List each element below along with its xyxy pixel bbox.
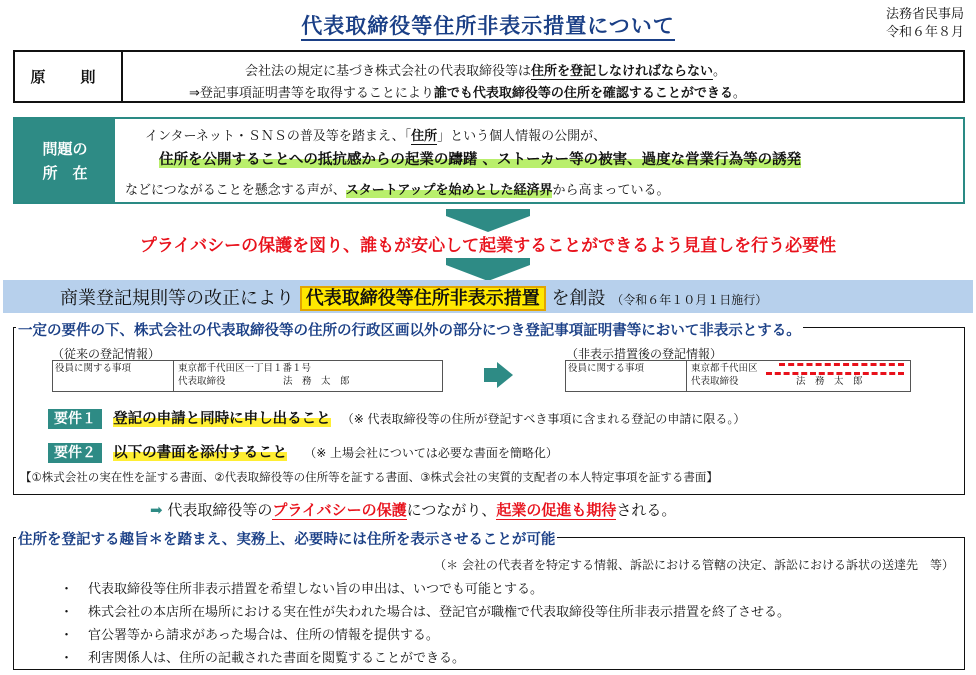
banner-text: 商業登記規則等の改正により 代表取締役等住所非表示措置 を創設 （令和６年１０月１日施行） xyxy=(60,288,768,309)
requirement-2-note: （※ 上場会社については必要な書面を簡略化） xyxy=(304,446,558,460)
arrow-right-head-icon xyxy=(497,362,513,388)
list-item: ・ 官公署等から請求があった場合は、住所の情報を提供する。 xyxy=(60,628,439,643)
page-title: 代表取締役等住所非表示措置について xyxy=(0,10,976,40)
before-label: （従来の登記情報） xyxy=(52,347,161,361)
issuer-org: 法務省民事局 xyxy=(885,7,964,22)
problem-box xyxy=(13,117,965,204)
hidden-address-mark xyxy=(766,372,904,375)
after-registry-table: 役員に関する事項 東京都千代田区 代表取締役 法 務 太 郎 xyxy=(565,360,911,392)
problem-label: 問題の 所 在 xyxy=(15,119,115,202)
hidden-address-mark xyxy=(779,363,904,366)
down-arrow-icon xyxy=(446,209,530,232)
purpose-note: （＊ 会社の代表者を特定する情報、訴訟における管轄の決定、訴訟における訴状の送達先 等） xyxy=(434,558,954,572)
requirement-2-badge: 要件２ xyxy=(48,443,102,463)
problem-line-1: インターネット・ＳＮＳの普及等を踏まえ、「住所」という個人情報の公開が、 xyxy=(145,129,607,144)
arrow-right-icon: ➡ xyxy=(150,501,163,519)
measure-name: 代表取締役等住所非表示措置 xyxy=(300,286,546,311)
problem-line-3: などにつながることを懸念する声が、スタートアップを始めとした経済界から高まっている。 xyxy=(125,183,670,198)
requirement-2-text: 以下の書面を添付すること xyxy=(113,445,288,461)
requirement-2 xyxy=(48,441,558,462)
requirement-1-note: （※ 代表取締役等の住所が登記すべき事項に含まれる登記の申請に限る。） xyxy=(341,412,746,426)
privacy-statement: ➡ 代表取締役等のプライバシーの保護につながり、起業の促進も期待される。 xyxy=(150,501,677,519)
principle-label: 原 則 xyxy=(15,52,123,101)
before-registry-table: 役員に関する事項 東京都千代田区一丁目１番１号 代表取締役 法 務 太 郎 xyxy=(52,360,443,392)
down-arrow-icon xyxy=(446,258,530,281)
principle-line-2: ⇒登記事項証明書等を取得することにより誰でも代表取締役等の住所を確認することができる。 xyxy=(189,86,746,101)
list-item: ・ 代表取締役等住所非表示措置を希望しない旨の申出は、いつでも可能とする。 xyxy=(60,582,544,597)
requirement-1 xyxy=(48,407,745,428)
principle-line-1: 会社法の規定に基づき株式会社の代表取締役等は住所を登記しなければならない。 xyxy=(245,64,727,79)
issuer-date: 令和６年８月 xyxy=(885,25,964,40)
issuer xyxy=(886,6,964,42)
list-item: ・ 利害関係人は、住所の記載された書面を閲覧することができる。 xyxy=(60,651,466,666)
requirement-1-text: 登記の申請と同時に申し出ること xyxy=(113,411,331,427)
necessity-statement: プライバシーの保護を図り、誰もが安心して起業することができるよう見直しを行う必要性 xyxy=(139,236,837,256)
requirement-1-badge: 要件１ xyxy=(48,409,102,429)
principle-box xyxy=(13,50,965,103)
problem-line-2: 住所を公開することへの抵抗感からの起業の躊躇 、ストーカー等の被害、過度な営業行為等の誘発 xyxy=(159,152,802,168)
arrow-right-icon xyxy=(484,368,498,382)
list-item: ・ 株式会社の本店所在場所における実在性が失われた場合は、登記官が職権で代表取締役等住所非表示措置を終了させる。 xyxy=(60,605,791,620)
requirements-title: 一定の要件の下、株式会社の代表取締役等の住所の行政区画以外の部分につき登記事項証明書等において非表示とする。 xyxy=(16,319,803,340)
after-label: （非表示措置後の登記情報） xyxy=(566,347,723,361)
purpose-title: 住所を登記する趣旨＊を踏まえ、実務上、必要時には住所を表示させることが可能 xyxy=(16,528,557,549)
required-documents: 【①株式会社の実在性を証する書面、②代表取締役等の住所等を証する書面、③株式会社の実質的支配者の本人特定事項を証する書面】 xyxy=(20,470,718,484)
